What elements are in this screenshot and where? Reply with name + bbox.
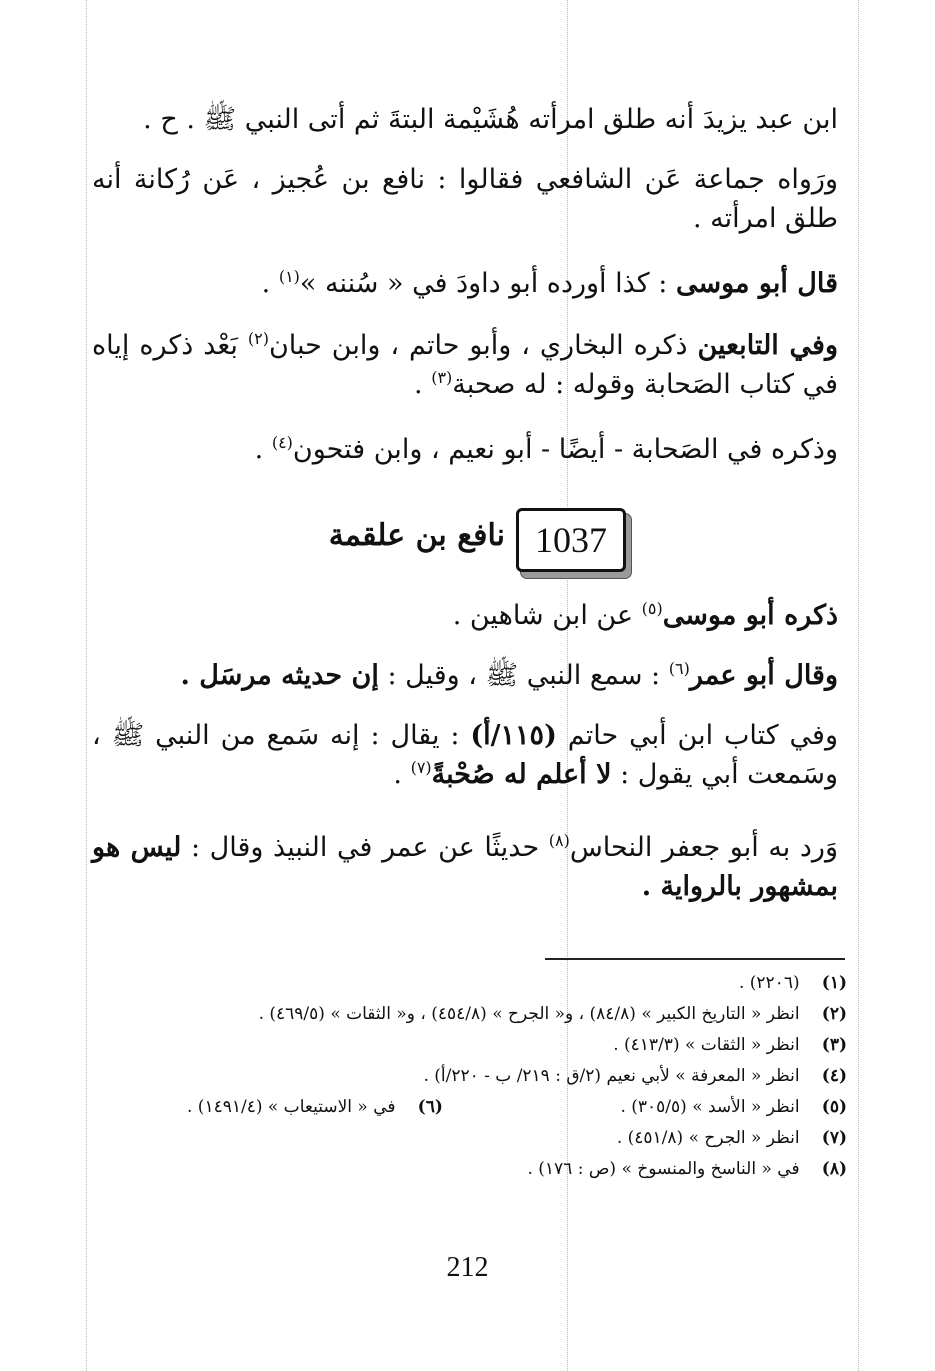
footnote-item xyxy=(127,1061,847,1092)
paragraph-text: : يقال : إنه سَمع من النبي ﷺ ، وسَمعت أبي يقول : xyxy=(92,720,838,791)
footnote-item xyxy=(127,999,847,1030)
paragraph-text: وذكره في الصَحابة - أيضًا - أبو نعيم ، وابن فتحون xyxy=(292,434,838,465)
entry-paragraph-1 xyxy=(92,596,838,635)
footnote-ref: (٦) xyxy=(668,659,690,678)
paragraph-text: . xyxy=(261,268,271,299)
footnote-ref: (٧) xyxy=(410,758,432,778)
paragraph-bold-text: ذكره أبو موسى xyxy=(662,600,838,631)
paragraph-text: وفي كتاب ابن أبي حاتم xyxy=(567,720,838,751)
footnote-text: انظر « المعرفة » لأبي نعيم (٢/ق : ٢١٩/ ب - ٢٢٠/أ) . xyxy=(423,1066,800,1086)
footnote-item xyxy=(127,1123,847,1154)
footnote-number: (٨) xyxy=(821,1159,847,1179)
footnote-item xyxy=(127,968,847,999)
paragraph-text: . xyxy=(393,759,402,791)
paragraph-text: بَعْد ذكره إياه في كتاب الصَحابة وقوله : له صحبة xyxy=(92,330,838,401)
footnote-number: (٣) xyxy=(821,1035,847,1055)
paragraph-text: ابن عبد يزيدَ أنه طلق امرأته هُشَيْمة البتةَ ثم أتى النبي ﷺ . ح . xyxy=(143,104,838,135)
footnote-number: (٦) xyxy=(417,1097,443,1117)
paragraph-3 xyxy=(92,264,838,303)
paragraph-2 xyxy=(92,160,838,238)
entry-paragraph-4 xyxy=(92,828,838,906)
paragraph-text: : سمع النبي ﷺ ، وقيل : xyxy=(387,660,661,691)
paragraph-1 xyxy=(92,100,838,139)
entry-paragraph-3 xyxy=(92,716,838,794)
page-number: 212 xyxy=(446,1252,489,1283)
footnote-text: انظر « الأسد » (٣٠٥/٥) . xyxy=(620,1097,800,1117)
paragraph-bold-text: قال أبو موسى xyxy=(675,268,838,299)
paragraph-bold-text: وفي التابعين xyxy=(697,330,839,361)
footnote-item xyxy=(127,1030,847,1061)
footnote-ref: (١) xyxy=(278,267,300,286)
paragraph-bold-text: إن حديثه مرسَل . xyxy=(180,660,379,691)
paragraph-bold-text: ليس هو بمشهور بالرواية . xyxy=(92,832,838,903)
paragraph-text: عن ابن شاهين . xyxy=(452,600,634,631)
paragraph-text: وَرد به أبو جعفر النحاس xyxy=(569,832,838,863)
footnote-text: انظر « التاريخ الكبير » (٨٤/٨) ، و« الجرح » (٤٥٤/٨) ، و« الثقات » (٤٦٩/٥) . xyxy=(258,1004,800,1024)
entry-number-box: 1037 xyxy=(516,508,626,572)
paragraph-bold-text: وقال أبو عمر xyxy=(689,660,838,691)
paragraph-5 xyxy=(92,430,838,469)
footnote-number: (٥) xyxy=(821,1097,847,1117)
footnote-ref: (٤) xyxy=(271,433,293,452)
paragraph-4 xyxy=(92,326,838,404)
margin-guide-line xyxy=(858,0,859,1371)
paragraph-bold-text: (١١٥/أ) xyxy=(470,720,557,751)
footnote-ref: (٢) xyxy=(247,329,269,348)
paragraph-text: حديثًا عن عمر في النبيذ وقال : xyxy=(190,832,540,863)
entry-paragraph-2 xyxy=(92,656,838,695)
paragraph-text: ورَواه جماعة عَن الشافعي فقالوا : نافع بن عُجيز ، عَن رُكانة أنه طلق امرأته . xyxy=(92,164,838,235)
entry-title: نافع بن علقمة xyxy=(328,518,505,553)
footnote-ref: (٥) xyxy=(641,599,663,618)
margin-guide-line xyxy=(86,0,87,1371)
footnote-number: (٧) xyxy=(821,1128,847,1148)
footnote-text: في « الاستيعاب » (١٤٩١/٤) . xyxy=(187,1097,396,1117)
paragraph-text: ذكره البخاري ، وأبو حاتم ، وابن حبان xyxy=(268,330,688,361)
entry-heading xyxy=(0,508,935,578)
footnote-number: (١) xyxy=(821,973,847,993)
footnote-text: في « الناسخ والمنسوخ » (ص : ١٧٦) . xyxy=(527,1159,800,1179)
footnote-text: انظر « الجرح » (٤٥١/٨) . xyxy=(616,1128,800,1148)
footnote-item xyxy=(127,1154,847,1185)
footnote-text: (٢٢٠٦) . xyxy=(738,973,800,993)
paragraph-text: : كذا أورده أبو داودَ في « سُننه » xyxy=(299,268,668,299)
paragraph-bold-text: لا أعلم له صُحْبةً xyxy=(431,759,612,791)
footnote-ref: (٣) xyxy=(431,368,453,388)
footnote-number: (٤) xyxy=(821,1066,847,1086)
footnote-item xyxy=(127,1092,847,1123)
paragraph-text: . xyxy=(414,369,423,401)
footnotes xyxy=(127,968,847,1185)
footnote-separator xyxy=(545,958,845,960)
footnote-item-side xyxy=(187,1092,443,1123)
footnote-ref: (٨) xyxy=(548,831,570,850)
footnote-text: انظر « الثقات » (٤١٣/٣) . xyxy=(613,1035,800,1055)
paragraph-text: . xyxy=(254,434,264,465)
footnote-number: (٢) xyxy=(821,1004,847,1024)
